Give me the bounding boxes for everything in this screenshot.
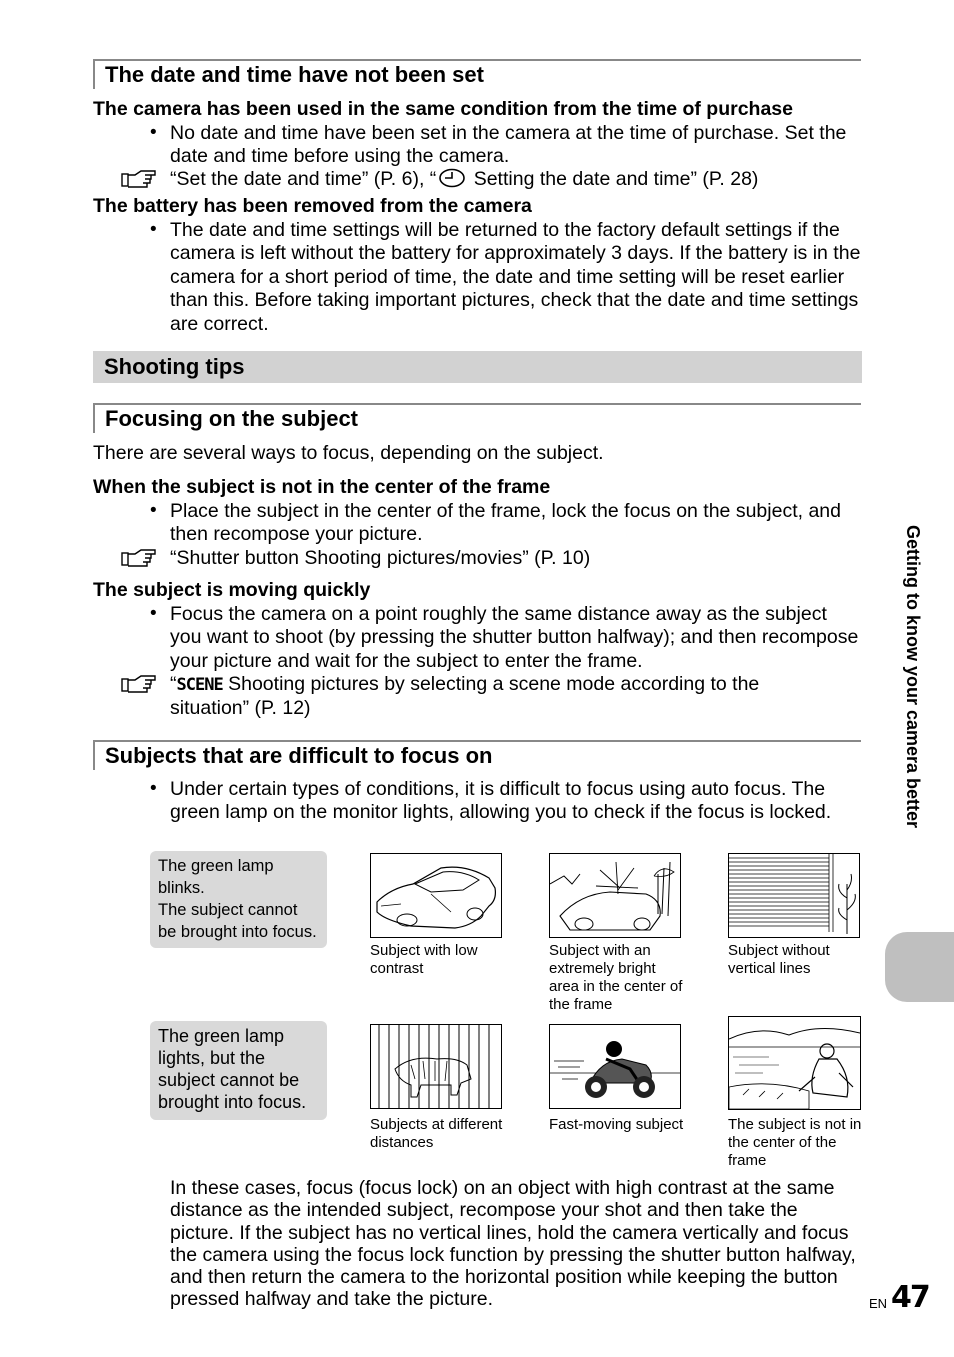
heading-text: Subjects that are difficult to focus on bbox=[105, 743, 493, 768]
car-outline-icon bbox=[371, 854, 501, 937]
pointing-hand-icon bbox=[121, 547, 157, 569]
bullet-dot: • bbox=[150, 122, 157, 143]
bullet-dot: • bbox=[150, 219, 157, 240]
caption: Subjects at different distances bbox=[370, 1116, 503, 1151]
illustration-different-distances bbox=[370, 1024, 502, 1109]
car-with-sun-glare-icon bbox=[550, 854, 680, 937]
illustration-bright-center bbox=[549, 853, 681, 938]
intro-text: There are several ways to focus, depending on the subject. bbox=[93, 442, 604, 464]
scene-mode-icon: SCENE bbox=[176, 675, 223, 695]
closing-paragraph: In these cases, focus (focus lock) on an object with high contrast at the same distance as the intended subject, recompose your shot and then take the picture. If the subject has no vertical lines, hold the camera vertically and focus the camera using the focus lock function by pressing the shutter button halfway, and then return the camera to the horizontal position while keeping the button pressed halfway and take the picture. bbox=[170, 1177, 856, 1311]
reference-text-b: Setting the date and time” (P. 28) bbox=[468, 168, 759, 190]
bullet-text: No date and time have been set in the camera at the time of purchase. Set the date and time before using the camera. bbox=[170, 122, 847, 168]
section-heading-focusing bbox=[93, 403, 861, 433]
bullet-text: Place the subject in the center of the frame, lock the focus on the subject, and then recompose your picture. bbox=[170, 500, 841, 546]
page-number: 47 bbox=[891, 1280, 929, 1315]
pointing-hand-icon bbox=[121, 673, 157, 695]
reference-text-a: “Set the date and time” (P. 6), “ bbox=[170, 168, 437, 190]
bullet-dot: • bbox=[150, 500, 157, 521]
subheading-not-in-center: When the subject is not in the center of the frame bbox=[93, 476, 551, 498]
subheading-moving-quickly: The subject is moving quickly bbox=[93, 579, 371, 601]
caption: Fast-moving subject bbox=[549, 1116, 684, 1133]
illustration-no-vertical-lines bbox=[728, 853, 860, 938]
note-line: The green lamp lights, but the subject cannot be brought into focus. bbox=[158, 1026, 307, 1112]
heading-text: The date and time have not been set bbox=[105, 62, 484, 87]
chapter-side-title: Getting to know your camera better bbox=[903, 525, 923, 829]
illustration-fast-moving bbox=[549, 1024, 681, 1109]
note-line: The subject cannot be brought into focus. bbox=[158, 901, 317, 941]
reference-rest: Shooting pictures by selecting a scene mode according to the situation” (P. 12) bbox=[170, 673, 760, 720]
note-green-lamp-lights bbox=[150, 1021, 327, 1120]
reference-text: “Shutter button Shooting pictures/movies” (P. 10) bbox=[170, 547, 591, 569]
tiger-behind-bars-icon bbox=[371, 1025, 501, 1108]
bullet-dot: • bbox=[150, 603, 157, 624]
bullet-dot: • bbox=[150, 778, 157, 799]
caption: The subject is not in the center of the frame bbox=[728, 1116, 862, 1169]
section-heading-date-time bbox=[93, 59, 861, 89]
heading-text: Focusing on the subject bbox=[105, 406, 359, 431]
subheading-battery-removed: The battery has been removed from the camera bbox=[93, 195, 532, 217]
illustration-off-center-subject bbox=[728, 1016, 861, 1110]
illustration-low-contrast-car bbox=[370, 853, 502, 938]
motorcycle-racer-icon bbox=[550, 1025, 680, 1108]
chapter-band-shooting-tips bbox=[93, 351, 862, 383]
language-label: EN bbox=[869, 1296, 888, 1311]
section-heading-difficult bbox=[93, 740, 861, 770]
reference-line bbox=[170, 168, 870, 191]
bullet-text: Under certain types of conditions, it is difficult to focus using auto focus. The green lamp on the monitor lights, allowing you to check if the focus is locked. bbox=[170, 778, 832, 824]
caption: Subject with low contrast bbox=[370, 942, 478, 977]
note-green-lamp-blinks bbox=[150, 851, 327, 948]
bullet-text: The date and time settings will be returned to the factory default settings if the camera is left without the battery for approximately 3 days. If the battery is in the camera for a short period of time, the date and time setting will be reset earlier than this. Before taking important pictures, check that the date and time settings are correct. bbox=[170, 219, 861, 335]
caption: Subject without vertical lines bbox=[728, 942, 830, 977]
quote-open: “ bbox=[170, 673, 177, 695]
reference-text bbox=[170, 673, 830, 721]
band-title: Shooting tips bbox=[104, 354, 245, 379]
subheading-used-since-purchase: The camera has been used in the same condition from the time of purchase bbox=[93, 98, 794, 120]
person-sitting-by-lake-icon bbox=[729, 1017, 860, 1109]
bullet-text: Focus the camera on a point roughly the same distance away as the subject you want to shoot (by pressing the shutter button halfway); and then recompose your picture and wait for the subject to enter the frame. bbox=[170, 603, 859, 672]
clock-icon bbox=[438, 168, 466, 188]
pointing-hand-icon bbox=[121, 168, 157, 190]
horizontal-blinds-icon bbox=[729, 854, 859, 937]
caption: Subject with an extremely bright area in the center of the frame bbox=[549, 942, 683, 1013]
chapter-tab bbox=[885, 932, 954, 1002]
note-line: The green lamp blinks. bbox=[158, 857, 274, 897]
